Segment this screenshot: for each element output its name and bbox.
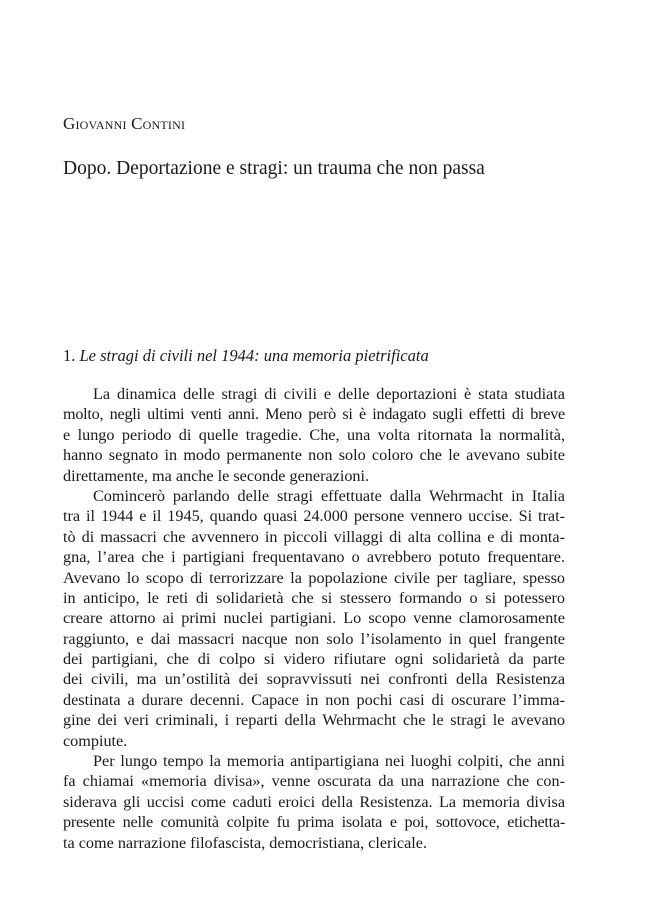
text-line: direttamente, ma anche le seconde generazioni.	[63, 466, 370, 485]
text-line: creare attorno ai primi nuclei partigiani. Lo scopo venne clamorosamente	[63, 609, 565, 628]
section-heading	[63, 346, 429, 366]
chapter-title: Dopo. Deportazione e stragi: un trauma che non passa	[63, 158, 485, 179]
text-line: hanno segnato in modo permanente non solo coloro che le avevano subite	[63, 446, 565, 465]
text-line: tò di massacri che avvennero in piccoli villaggi di alta collina e di monta-	[63, 527, 565, 546]
section-number: 1.	[63, 346, 76, 365]
text-line: destinata a durare decenni. Capace in non pochi casi di oscurare l’imma-	[63, 690, 565, 709]
text-line: dei civili, ma un’ostilità dei sopravvissuti nei confronti della Resistenza	[63, 670, 565, 689]
text-line: Comincerò parlando delle stragi effettuate dalla Wehrmacht in Italia	[93, 486, 565, 505]
paragraph	[63, 384, 565, 486]
author-name: Giovanni Contini	[63, 114, 186, 133]
text-line: presente nelle comunità colpite fu prima isolata e poi, sottovoce, etichetta-	[63, 813, 565, 832]
text-line: Per lungo tempo la memoria antipartigiana nei luoghi colpiti, che anni	[93, 752, 565, 771]
text-line: ta come narrazione filofascista, democristiana, clericale.	[63, 833, 428, 852]
text-line: fa chiamai «memoria divisa», venne oscurata da una narrazione che con-	[63, 772, 565, 791]
text-line: Avevano lo scopo di terrorizzare la popolazione civile per tagliare, spesso	[63, 568, 565, 587]
text-line: raggiunto, e dai massacri nacque non solo l’isolamento in quel frangente	[63, 629, 565, 648]
text-line: compiute.	[63, 731, 128, 750]
text-line: tra il 1944 e il 1945, quando quasi 24.000 persone vennero uccise. Si trat-	[63, 507, 565, 526]
section-title: Le stragi di civili nel 1944: una memoria pietrificata	[79, 346, 429, 365]
text-line: e lungo periodo di quelle tragedie. Che, una volta ritornata la normalità,	[63, 425, 565, 444]
paragraph	[63, 751, 565, 853]
text-line: dei partigiani, che di colpo si videro rifiutare ogni solidarietà da parte	[63, 650, 565, 669]
text-line: in anticipo, le reti di solidarietà che si stessero formando o si potessero	[63, 588, 565, 607]
paragraph	[63, 486, 565, 751]
body-text	[63, 384, 565, 853]
text-line: gna, l’area che i partigiani frequentavano o avrebbero potuto frequentare.	[63, 548, 565, 567]
text-line: molto, negli ultimi venti anni. Meno però si è indagato sugli effetti di breve	[63, 405, 565, 424]
text-line: La dinamica delle stragi di civili e delle deportazioni è stata studiata	[93, 385, 565, 403]
text-line: siderava gli uccisi come caduti eroici della Resistenza. La memoria divisa	[63, 792, 565, 811]
text-line: gine dei veri criminali, i reparti della Wehrmacht che le stragi le avevano	[63, 711, 565, 730]
